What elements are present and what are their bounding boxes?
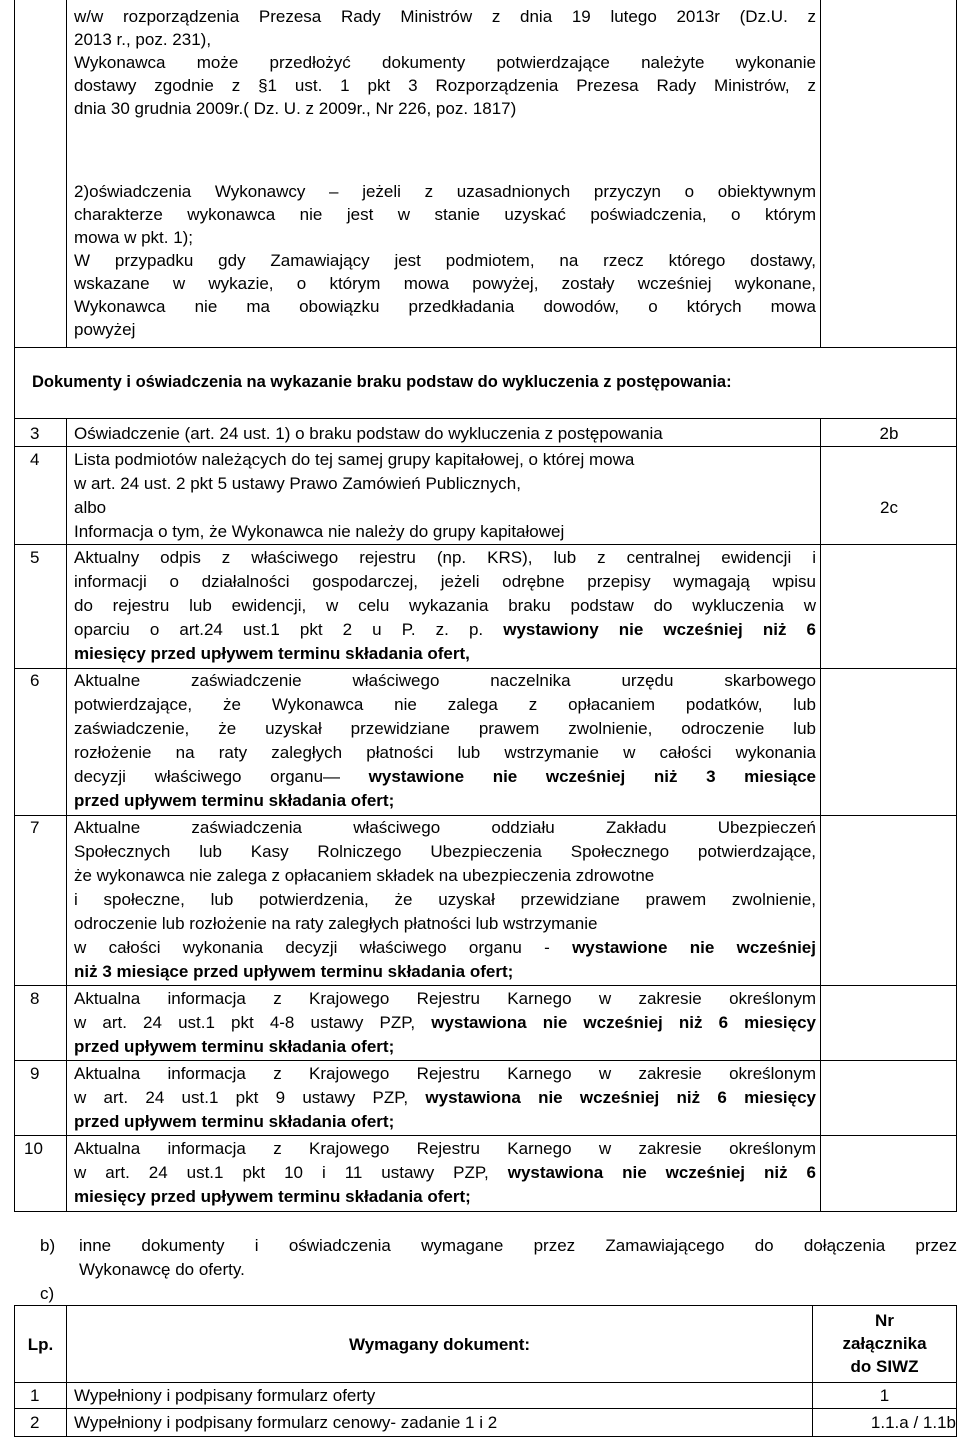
row-7-line-7 xyxy=(74,960,816,984)
table-left-border xyxy=(14,0,15,1212)
row-7-line: odroczenie lub rozłożenie na raty zaległych płatności lub wstrzymanie xyxy=(74,914,598,933)
table2-right-border xyxy=(956,1305,957,1437)
row-4-ref: 2c xyxy=(880,498,898,517)
table-bottom-border xyxy=(14,1211,957,1212)
row-3-text xyxy=(74,422,816,446)
row-5-line-4-normal: oparciu o art.24 ust.1 pkt 2 u P. z. p. xyxy=(74,620,504,639)
intro-3-line: W przypadku gdy Zamawiający jest podmiotem, na rzecz którego dostawy, xyxy=(74,251,816,270)
intro-2-line: 2)oświadczenia Wykonawcy – jeżeli z uzasadnionych przyczyn o obiektywnym xyxy=(74,182,816,201)
row-5-line-4 xyxy=(74,618,816,642)
row-9-line-1: Aktualna informacja z Krajowego Rejestru Karnego w zakresie określonym xyxy=(74,1064,816,1083)
table2-top-border xyxy=(14,1305,957,1306)
row-number: 5 xyxy=(30,548,40,567)
section-heading: Dokumenty i oświadczenia na wykazanie braku podstaw do wykluczenia z postępowania: xyxy=(32,373,732,391)
intro-bottom-border xyxy=(14,347,957,348)
intro-2-line: charakterze wykonawca nie jest w stanie uzyskać poświadczenia, o którym xyxy=(74,205,816,224)
table2-left-border xyxy=(14,1305,15,1437)
table2-row1-bottom xyxy=(14,1408,957,1409)
row-4-text xyxy=(74,448,816,544)
row-8-text xyxy=(74,987,816,1059)
para-b-text xyxy=(79,1234,957,1282)
row-6-text xyxy=(74,669,816,813)
intro-3-line: powyżej xyxy=(74,320,136,339)
row-10-line-1: Aktualna informacja z Krajowego Rejestru Karnego w zakresie określonym xyxy=(74,1139,816,1158)
intro-1-line: 2013 r., poz. 231), xyxy=(74,30,212,49)
row-6-line: zaświadczenie, że uzyskał przewidziane prawem zwolnienie, odroczenie lub xyxy=(74,719,816,738)
heading-bottom-border xyxy=(14,418,957,419)
table2-header-bottom xyxy=(14,1382,957,1383)
row-10-line-2-normal: w art. 24 ust.1 pkt 10 i 11 ustawy PZP, xyxy=(74,1163,508,1182)
row-10-line-2-bold: wystawiona nie wcześniej niż 6 xyxy=(507,1163,816,1182)
row-6-line: rozłożenie na raty zaległych płatności lub wstrzymanie w całości wykonania xyxy=(74,743,816,762)
table2-row-nr: 1 xyxy=(879,1386,890,1405)
intro-2-line: mowa w pkt. 1); xyxy=(74,228,194,247)
row-4-line: albo xyxy=(74,498,107,517)
row-5-line-5-bold: miesięcy przed upływem terminu składania ofert, xyxy=(74,644,470,663)
intro-3-line: Wykonawca nie ma obowiązku przedkładania dowodów, o których mowa xyxy=(74,297,816,316)
row-separator-9 xyxy=(14,1135,957,1136)
table2-bottom-border xyxy=(14,1436,957,1437)
row-5-line: informacji o działalności gospodarczej, jeżeli odrębne przepisy wymagają wpisu xyxy=(74,572,816,591)
para-b-line-2: Wykonawcę do oferty. xyxy=(79,1260,245,1279)
row-4-line: Lista podmiotów należących do tej samej grupy kapitałowej, o której mowa xyxy=(74,450,635,469)
intro-3-line: wskazane w wykazie, o którym mowa powyżej, zostały wcześniej wykonane, xyxy=(74,274,816,293)
table2-row-lp: 2 xyxy=(30,1413,40,1432)
row-6-line: potwierdzające, że Wykonawca nie zalega z opłacaniem podatków, lub xyxy=(74,695,816,714)
row-7-line: Społecznych lub Kasy Rolniczego Ubezpieczenia Społecznego potwierdzające, xyxy=(74,842,816,861)
row-4-line: Informacja o tym, że Wykonawca nie należy do grupy kapitałowej xyxy=(74,522,565,541)
row-number: 3 xyxy=(30,424,40,443)
para-b-marker: b) xyxy=(40,1236,56,1255)
intro-1-line: dostawy zgodnie z §1 ust. 1 pkt 3 Rozporządzenia Prezesa Rady Ministrów, z xyxy=(74,76,816,95)
table2-row-doc: Wypełniony i podpisany formularz cenowy- zadanie 1 i 2 xyxy=(74,1413,498,1432)
table2-header-nr xyxy=(813,1309,956,1378)
intro-1-line: w/w rozporządzenia Prezesa Rady Ministrów z dnia 19 lutego 2013r (Dz.U. z xyxy=(74,7,816,26)
row-7-line: i społeczne, lub potwierdzenia, że uzyskał przewidziane prawem zwolnienie, xyxy=(74,890,816,909)
row-10-text xyxy=(74,1137,816,1209)
row-separator-4 xyxy=(14,544,957,545)
intro-paragraph-1 xyxy=(74,5,816,120)
table2-header-lp: Lp. xyxy=(27,1335,54,1354)
intro-left-divider xyxy=(66,0,67,348)
row-8-line-1: Aktualna informacja z Krajowego Rejestru Karnego w zakresie określonym xyxy=(74,989,816,1008)
table2-row-nr: 1.1.a / 1.1b xyxy=(870,1413,956,1432)
row-8-line-3-bold: przed upływem terminu składania ofert; xyxy=(74,1037,395,1056)
row-7-line: że wykonawca nie zalega z opłacaniem składek na ubezpieczenia zdrowotne xyxy=(74,866,655,885)
para-c-marker: c) xyxy=(40,1284,55,1303)
row-10-line-3-bold: miesięcy przed upływem terminu składania ofert; xyxy=(74,1187,471,1206)
row-7-line: Aktualne zaświadczenia właściwego oddziału Zakładu Ubezpieczeń xyxy=(74,818,816,837)
row-5-line-5 xyxy=(74,642,816,666)
row-3-ref: 2b xyxy=(879,424,899,443)
row-6-line-6-bold: przed upływem terminu składania ofert; xyxy=(74,791,395,810)
row-number: 9 xyxy=(30,1064,40,1083)
row-8-line-2 xyxy=(74,1011,816,1035)
row-separator-3 xyxy=(14,446,957,447)
row-8-line-3 xyxy=(74,1035,816,1059)
table2-row-lp: 1 xyxy=(30,1386,40,1405)
row-10-line-3 xyxy=(74,1185,816,1209)
row-6-line-6 xyxy=(74,789,816,813)
intro-1-line: dnia 30 grudnia 2009r.( Dz. U. z 2009r., Nr 226, poz. 1817) xyxy=(74,99,517,118)
row-number: 6 xyxy=(30,671,40,690)
intro-paragraph-2 xyxy=(74,180,816,249)
row-9-line-2-bold: wystawiona nie wcześniej niż 6 miesięcy xyxy=(425,1088,816,1107)
row-7-line-6-normal: w całości wykonania decyzji właściwego organu - xyxy=(74,938,573,957)
row-separator-7 xyxy=(14,985,957,986)
row-6-line-5 xyxy=(74,765,816,789)
row-5-line: do rejestru lub ewidencji, w celu wykazania braku podstaw do wykluczenia w xyxy=(74,596,816,615)
row-7-line-6 xyxy=(74,936,816,960)
row-separator-8 xyxy=(14,1060,957,1061)
row-number: 4 xyxy=(30,450,40,469)
row-4-line: w art. 24 ust. 2 pkt 5 ustawy Prawo Zamówień Publicznych, xyxy=(74,474,521,493)
row-5-line: Aktualny odpis z właściwego rejestru (np. KRS), lub z centralnej ewidencji i xyxy=(74,548,816,567)
table2-row-doc: Wypełniony i podpisany formularz oferty xyxy=(74,1386,376,1405)
intro-right-divider xyxy=(820,0,821,348)
row-7-line-7-bold: niż 3 miesiące przed upływem terminu składania ofert; xyxy=(74,962,514,981)
row-5-line-4-bold: wystawiony nie wcześniej niż 6 xyxy=(503,620,816,639)
row-8-line-2-normal: w art. 24 ust.1 pkt 4-8 ustawy PZP, xyxy=(74,1013,432,1032)
intro-1-line: Wykonawca może przedłożyć dokumenty potwierdzające należyte wykonanie xyxy=(74,53,816,72)
table2-header-nr-line: Nr xyxy=(875,1311,894,1330)
table-right-border xyxy=(956,0,957,1212)
row-10-line-2 xyxy=(74,1161,816,1185)
row-7-text xyxy=(74,816,816,984)
row-6-line: Aktualne zaświadczenie właściwego naczelnika urzędu skarbowego xyxy=(74,671,816,690)
intro-paragraph-3 xyxy=(74,249,816,341)
table2-header-nr-line: załącznika xyxy=(842,1334,927,1353)
row-8-line-2-bold: wystawiona nie wcześniej niż 6 miesięcy xyxy=(431,1013,817,1032)
row-5-text xyxy=(74,546,816,666)
row-6-line-5-normal: decyzji właściwego organu— xyxy=(74,767,369,786)
row-number: 7 xyxy=(30,818,40,837)
row-9-line-3 xyxy=(74,1110,816,1134)
row-9-line-2 xyxy=(74,1086,816,1110)
row-number: 10 xyxy=(24,1139,43,1158)
row-number: 8 xyxy=(30,989,40,1008)
row-6-line-5-bold: wystawione nie wcześniej niż 3 miesiące xyxy=(368,767,816,786)
row-9-line-3-bold: przed upływem terminu składania ofert; xyxy=(74,1112,395,1131)
row-3-line: Oświadczenie (art. 24 ust. 1) o braku podstaw do wykluczenia z postępowania xyxy=(74,424,663,443)
para-b-line-1: inne dokumenty i oświadczenia wymagane przez Zamawiającego do dołączenia przez xyxy=(79,1236,957,1255)
row-9-line-2-normal: w art. 24 ust.1 pkt 9 ustawy PZP, xyxy=(74,1088,426,1107)
table2-header-doc: Wymagany dokument: xyxy=(348,1335,531,1354)
table2-col-divider-1 xyxy=(66,1305,67,1437)
row-7-line-6-bold: wystawione nie wcześniej xyxy=(572,938,816,957)
table2-header-nr-line: do SIWZ xyxy=(850,1357,919,1376)
row-9-text xyxy=(74,1062,816,1134)
